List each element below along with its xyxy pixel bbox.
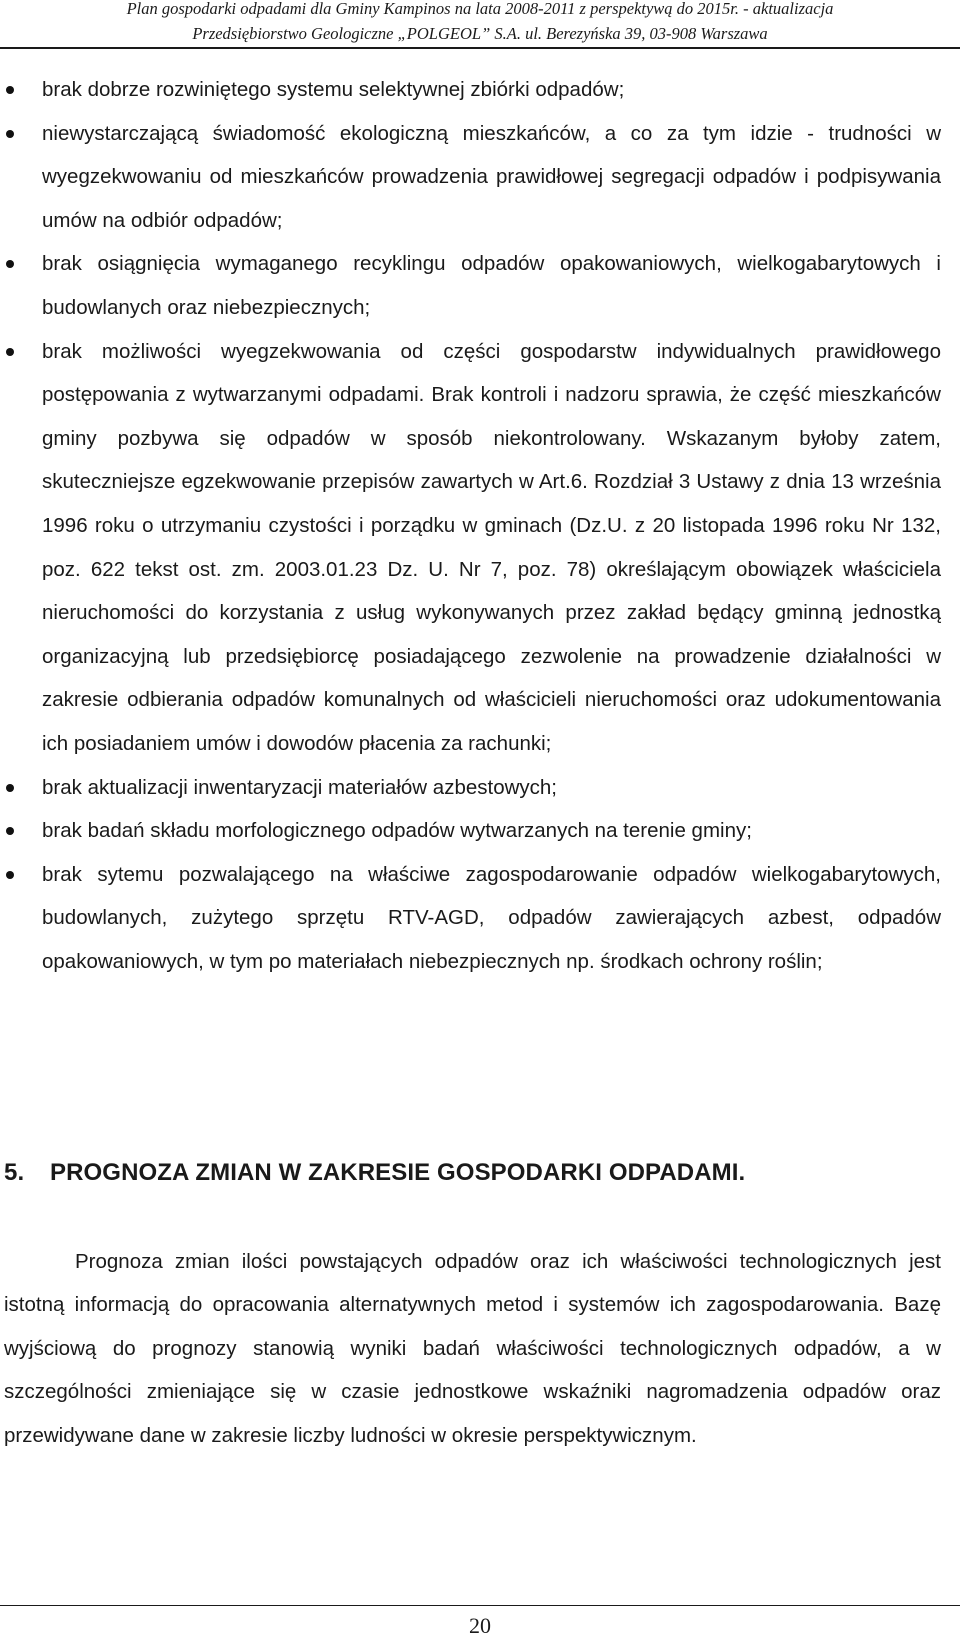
list-item-text: brak badań składu morfologicznego odpadów wytwarzanych na terenie gminy; bbox=[42, 819, 752, 843]
bullet-icon bbox=[6, 784, 14, 792]
section-title: PROGNOZA ZMIAN W ZAKRESIE GOSPODARKI ODPADAMI. bbox=[50, 1159, 746, 1186]
bullet-icon bbox=[6, 348, 14, 356]
section-number: 5. bbox=[4, 1159, 25, 1186]
list-item-text: brak możliwości wyegzekwowania od części gospodarstw indywidualnych prawidłowego postępowania z wytwarzanymi odpadami. Brak kontroli i nadzoru sprawia, że część mieszkańców gminy pozbywa się odpadów w sposób niekontrolowany. Wskazanym byłoby zatem, skuteczniejsze egzekwowanie przepisów zawartych w Art.6. Rozdział 3 Ustawy z dnia 13 września 1996 roku o utrzymaniu czystości i porządku w gminach (Dz.U. z 20 listopada 1996 roku Nr 132, poz. 622 tekst ost. zm. 2003.01.23 Dz. U. Nr 7, poz. 78) określającym obowiązek właściciela nieruchomości do korzystania z usług wykonywanych przez zakład będący gminną jednostką organizacyjną lub przedsiębiorcę posiadającego zezwolenie na prowadzenie działalności w zakresie odbierania odpadów komunalnych od właścicieli nieruchomości oraz udokumentowania ich posiadaniem umów i dowodów płacenia za rachunki; bbox=[42, 339, 941, 755]
list-item bbox=[0, 330, 960, 766]
list-item bbox=[0, 766, 960, 810]
list-item-text: brak aktualizacji inwentaryzacji materiałów azbestowych; bbox=[42, 775, 557, 799]
header-company-address: Przedsiębiorstwo Geologiczne „POLGEOL” S.A. ul. Berezyńska 39, 03-908 Warszawa bbox=[192, 24, 768, 43]
body-paragraph: Prognoza zmian ilości powstających odpadów oraz ich właściwości technologicznych jest istotną informacją do opracowania alternatywnych metod i systemów ich zagospodarowania. Bazę wyjściową do prognozy stanowią wyniki badań właściwości technologicznych odpadów, a w szczególności zmieniające się w czasie jednostkowe wskaźniki nagromadzenia odpadów oraz przewidywane dane w zakresie liczby ludności w okresie perspektywicznym. bbox=[4, 1250, 941, 1447]
list-item bbox=[0, 242, 960, 329]
list-item-text: brak dobrze rozwiniętego systemu selektywnej zbiórki odpadów; bbox=[42, 78, 625, 101]
bullet-icon bbox=[6, 130, 14, 138]
bullet-icon bbox=[6, 86, 14, 94]
header-divider bbox=[0, 47, 960, 49]
list-item bbox=[0, 809, 960, 853]
problems-bullet-list bbox=[0, 68, 960, 983]
list-item bbox=[0, 68, 960, 112]
footer-divider bbox=[0, 1605, 960, 1606]
list-item-text: niewystarczającą świadomość ekologiczną mieszkańców, a co za tym idzie - trudności w wyegzekwowaniu od mieszkańców prowadzenia prawidłowej segregacji odpadów i podpisywania umów na odbiór odpadów; bbox=[42, 121, 941, 232]
section-heading bbox=[4, 1153, 944, 1193]
header-document-title: Plan gospodarki odpadami dla Gminy Kampinos na lata 2008-2011 z perspektywą do 2015r. - aktualizacja bbox=[126, 0, 834, 18]
bullet-icon bbox=[6, 871, 14, 879]
list-item-text: brak osiągnięcia wymaganego recyklingu odpadów opakowaniowych, wielkogabarytowych i budowlanych oraz niebezpiecznych; bbox=[42, 252, 941, 319]
bullet-icon bbox=[6, 827, 14, 835]
page-number: 20 bbox=[469, 1613, 491, 1638]
list-item-text: brak sytemu pozwalającego na właściwe zagospodarowanie odpadów wielkogabarytowych, budowlanych, zużytego sprzętu RTV-AGD, odpadów zawierających azbest, odpadów opakowaniowych, w tym po materiałach niebezpiecznych np. środkach ochrony roślin; bbox=[42, 862, 941, 973]
bullet-icon bbox=[6, 260, 14, 268]
list-item bbox=[0, 853, 960, 984]
list-item bbox=[0, 112, 960, 243]
